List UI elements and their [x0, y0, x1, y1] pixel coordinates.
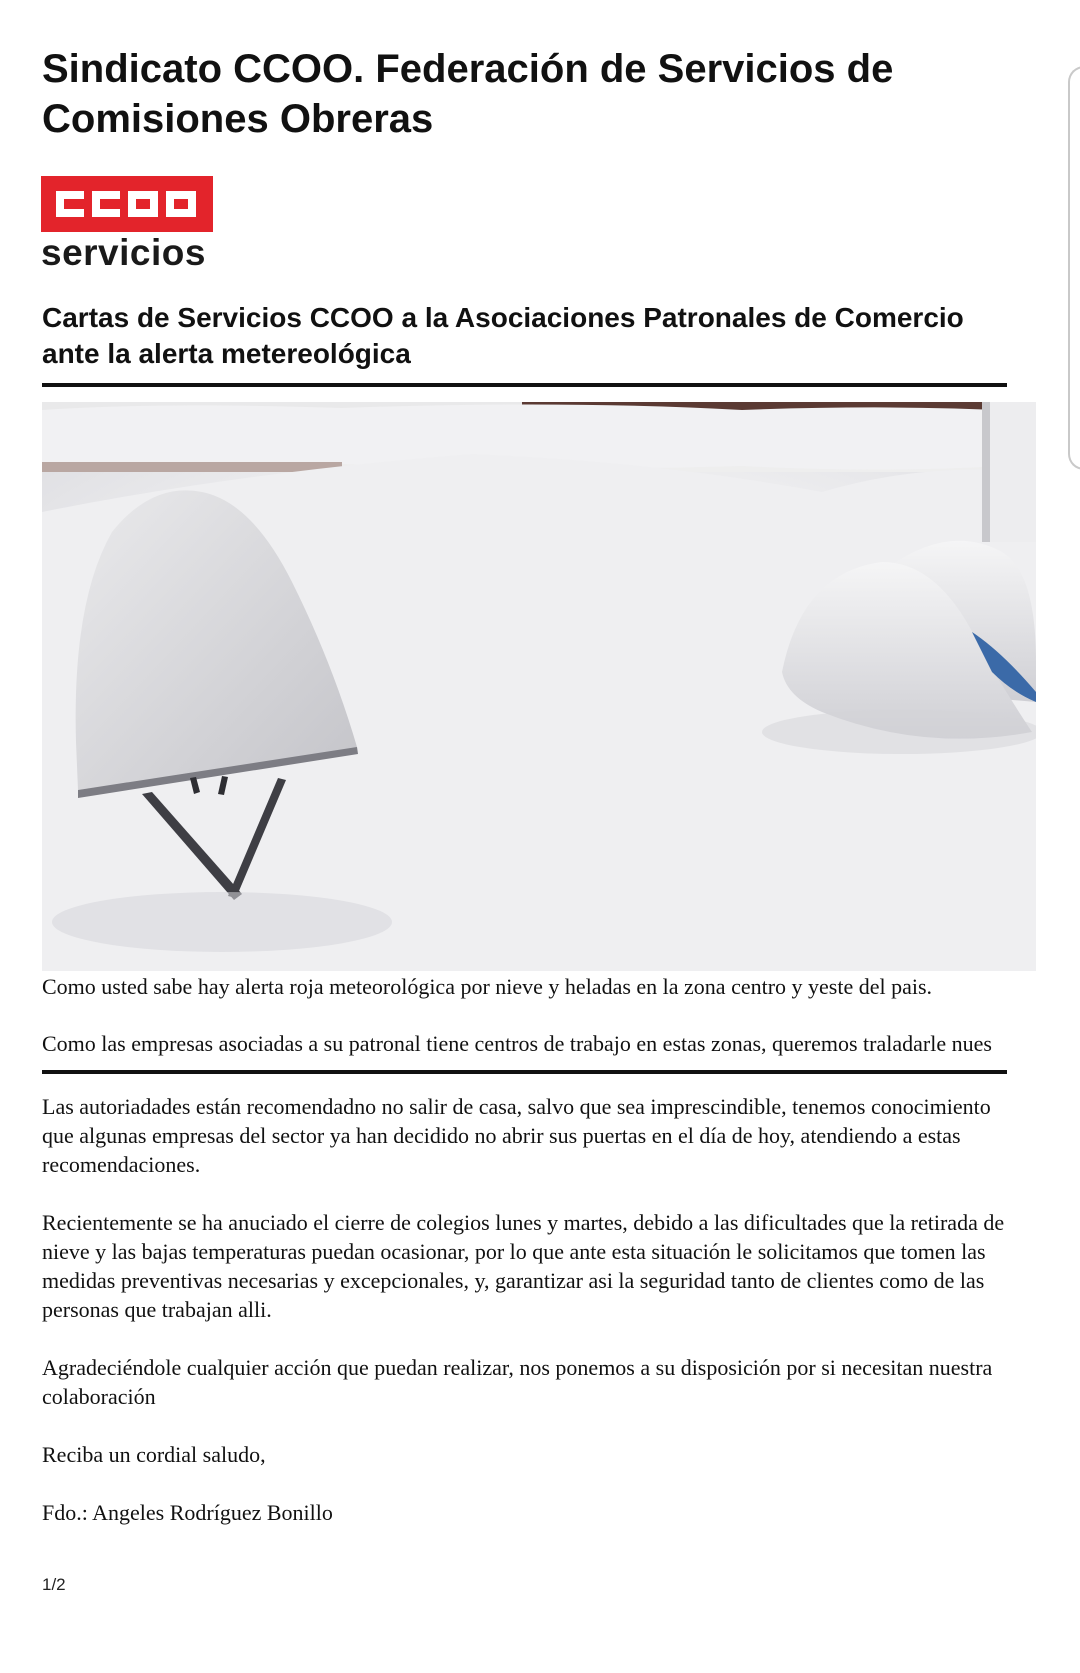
logo-subtitle: servicios: [41, 232, 206, 273]
closing-greeting: Reciba un cordial saludo,: [42, 1442, 266, 1467]
ccoo-letters-icon: [52, 187, 202, 221]
paragraph-5: Agradeciéndole cualquier acción que puedan realizar, nos ponemos a su disposición por si necesitan nuestra colaboración: [42, 1355, 993, 1409]
paragraph-3: Las autoriadades están recomendadno no salir de casa, salvo que sea imprescindible, tenemos conocimiento que algunas empresas del sector ya han decidido no abrir sus puertas en el día de hoy, atendiendo a estas recomendaciones.: [42, 1094, 991, 1177]
paragraph-4: Recientemente se ha anuciado el cierre de colegios lunes y martes, debido a las dificultades que la retirada de nieve y las bajas temperaturas puedan ocasionar, por lo que ante esta situación le solicitamos que tomen las medidas preventivas necesarias y excepcionales, y, garantizar asi la seguridad tanto de clientes como de las personas que trabajan alli.: [42, 1210, 1005, 1322]
body-divider: [42, 1070, 1007, 1074]
page-indicator: 1/2: [42, 1575, 66, 1594]
title-divider: [42, 383, 1007, 387]
article-title: Cartas de Servicios CCOO a la Asociaciones Patronales de Comercio ante la alerta metereológica: [42, 302, 964, 369]
paragraph-1: Como usted sabe hay alerta roja meteorológica por nieve y heladas en la zona centro y yeste del pais.: [42, 974, 933, 999]
ccoo-logo-mark: [41, 176, 213, 232]
paragraph-2: Como las empresas asociadas a su patronal tiene centros de trabajo en estas zonas, queremos traladarle nues: [42, 1031, 992, 1056]
snow-photo-icon: [42, 402, 1036, 971]
ccoo-servicios-logo: [41, 176, 213, 273]
scrollbar-handle[interactable]: [1068, 66, 1080, 470]
site-title: Sindicato CCOO. Federación de Servicios de Comisiones Obreras: [42, 47, 894, 141]
signature: Fdo.: Angeles Rodríguez Bonillo: [42, 1500, 333, 1525]
snow-photo: [42, 402, 1036, 971]
